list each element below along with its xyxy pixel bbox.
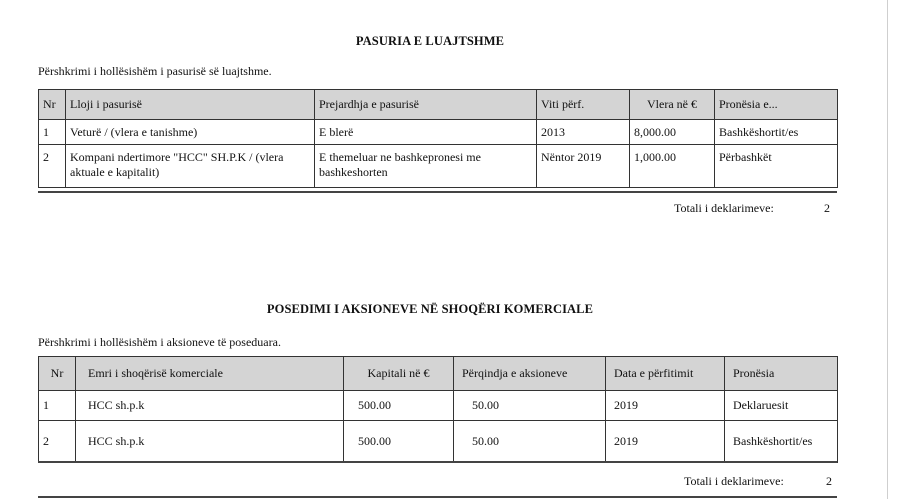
cell-ownership: Bashkëshortit/es	[715, 120, 838, 145]
cell-nr: 1	[39, 391, 76, 421]
header-company: Emri i shoqërisë komerciale	[76, 357, 344, 391]
cell-company: HCC sh.p.k	[76, 421, 344, 463]
cell-date: 2019	[606, 391, 725, 421]
section2-total-label: Totali i deklarimeve:	[684, 474, 784, 488]
table-row	[39, 120, 838, 145]
shares-table	[38, 356, 838, 463]
section2-bottom-rule	[38, 461, 837, 463]
cell-type: Kompani ndertimore "HCC" SH.P.K / (vlera aktuale e kapitalit)	[66, 145, 315, 188]
section2-total-value: 2	[826, 474, 832, 488]
cell-nr: 2	[39, 145, 66, 188]
cell-nr: 1	[39, 120, 66, 145]
header-value: Vlera në €	[630, 90, 715, 120]
table-row	[39, 145, 838, 188]
header-type: Lloji i pasurisë	[66, 90, 315, 120]
cell-percentage: 50.00	[454, 421, 606, 463]
header-capital: Kapitali në €	[344, 357, 454, 391]
table-row	[39, 421, 838, 463]
section1-total-label: Totali i deklarimeve:	[674, 201, 774, 215]
header-percentage: Përqindja e aksioneve	[454, 357, 606, 391]
cell-year: 2013	[537, 120, 630, 145]
table-row	[39, 391, 838, 421]
section2-title: POSEDIMI I AKSIONEVE NË SHOQËRI KOMERCIALE	[266, 302, 594, 316]
header-ownership: Pronësia e...	[715, 90, 838, 120]
header-nr: Nr	[39, 357, 76, 391]
section1-total-value: 2	[824, 201, 830, 215]
section1-description: Përshkrimi i hollësishëm i pasurisë së luajtshme.	[38, 64, 272, 78]
page-bottom-rule	[38, 496, 837, 498]
table-header-row	[39, 90, 838, 120]
cell-ownership: Bashkëshortit/es	[725, 421, 838, 463]
cell-capital: 500.00	[344, 421, 454, 463]
cell-value: 1,000.00	[630, 145, 715, 188]
header-origin: Prejardhja e pasurisë	[315, 90, 537, 120]
section2-description: Përshkrimi i hollësishëm i aksioneve të poseduara.	[38, 335, 281, 349]
cell-company: HCC sh.p.k	[76, 391, 344, 421]
cell-type: Veturë / (vlera e tanishme)	[66, 120, 315, 145]
header-date: Data e përfitimit	[606, 357, 725, 391]
movable-property-table	[38, 89, 838, 188]
table-header-row	[39, 357, 838, 391]
header-nr: Nr	[39, 90, 66, 120]
section1-title: PASURIA E LUAJTSHME	[355, 34, 505, 48]
cell-value: 8,000.00	[630, 120, 715, 145]
section1-bottom-rule	[38, 191, 837, 193]
cell-origin: E blerë	[315, 120, 537, 145]
page-edge-line	[887, 0, 888, 499]
header-ownership: Pronësia	[725, 357, 838, 391]
cell-ownership: Përbashkët	[715, 145, 838, 188]
cell-origin: E themeluar ne bashkepronesi me bashkeshorten	[315, 145, 537, 188]
cell-nr: 2	[39, 421, 76, 463]
cell-year: Nëntor 2019	[537, 145, 630, 188]
header-year: Viti përf.	[537, 90, 630, 120]
cell-percentage: 50.00	[454, 391, 606, 421]
cell-capital: 500.00	[344, 391, 454, 421]
cell-ownership: Deklaruesit	[725, 391, 838, 421]
cell-date: 2019	[606, 421, 725, 463]
